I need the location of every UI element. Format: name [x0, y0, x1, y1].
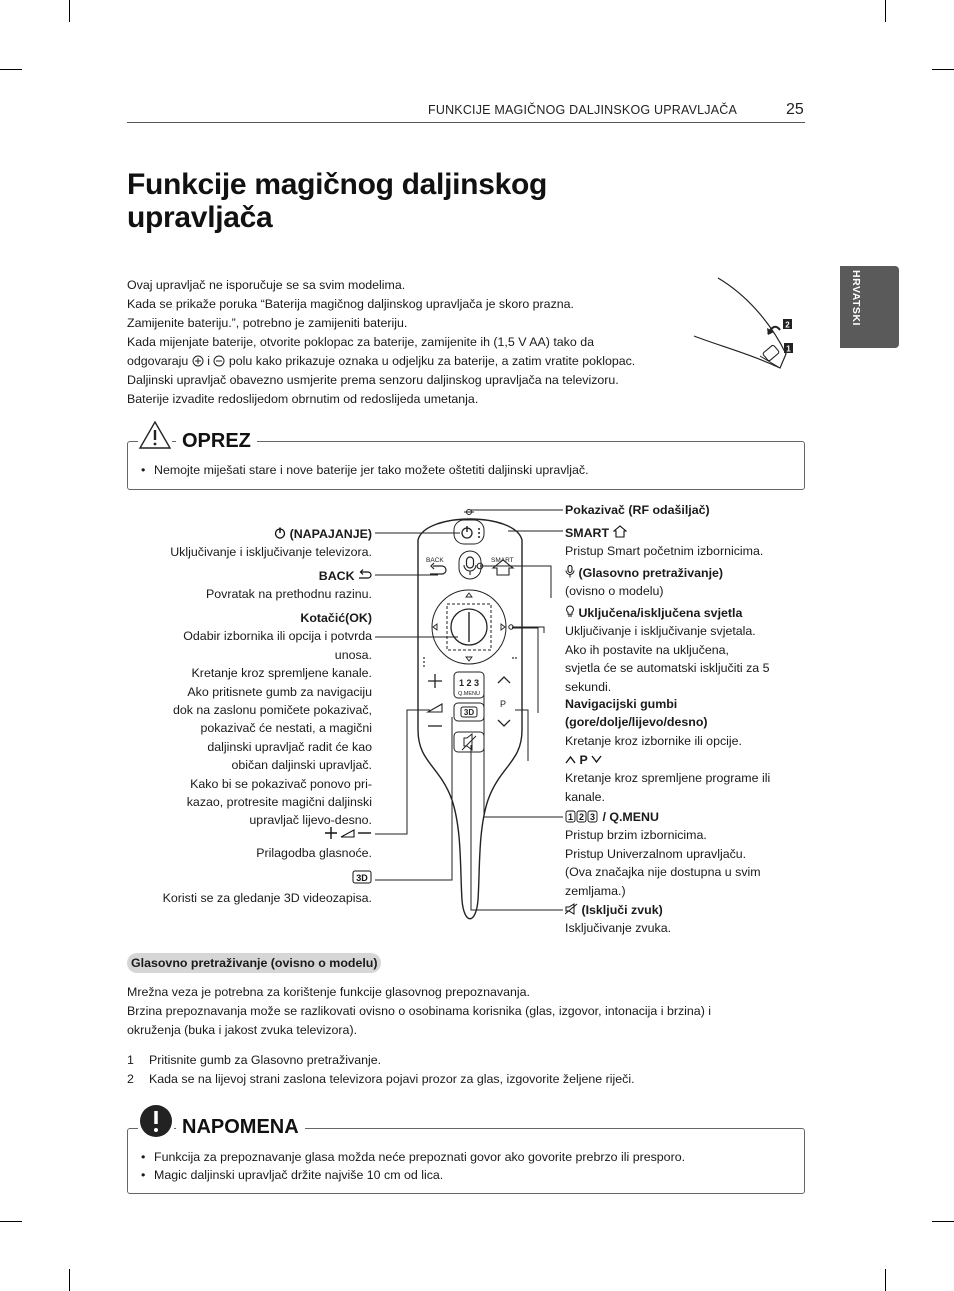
crop-mark [0, 69, 22, 70]
label-wheel-line: Kako bi se pokazivač ponovo pri- [190, 776, 372, 791]
label-lights-line: Uključivanje i isključivanje svjetala. [565, 624, 756, 639]
label-volume [256, 826, 372, 863]
label-wheel-title: Kotačić(OK) [300, 611, 372, 625]
crop-mark [69, 1269, 70, 1291]
label-channel [565, 751, 770, 806]
volume-up-icon [428, 674, 442, 688]
back-arrow-icon [430, 563, 446, 574]
label-channel-title: P [565, 751, 770, 769]
step-number: 2 [127, 1072, 134, 1086]
label-power-title: (NAPAJANJE) [170, 525, 372, 543]
label-volume-icons [256, 826, 372, 844]
chevron-up-icon [565, 755, 576, 764]
plus-polarity-icon [192, 355, 204, 367]
label-wheel-line: unosa. [334, 647, 372, 662]
channel-up-icon [498, 677, 510, 683]
label-wheel-line: kazao, protresite magični daljinski [186, 795, 372, 810]
channel-p-label: P [499, 699, 507, 709]
label-lights-title: Uključena/isključena svjetla [565, 604, 770, 622]
label-lights [565, 604, 770, 696]
intro-line: Ovaj upravljač ne isporučuje se sa svim modelima. [127, 278, 406, 292]
label-voice-search [565, 564, 723, 601]
crop-mark [885, 0, 886, 22]
mute-icon [565, 903, 578, 915]
label-nav-title: Navigacijski gumbi [565, 697, 678, 711]
svg-text:3D: 3D [356, 873, 368, 883]
power-icon [274, 527, 286, 539]
crop-mark [885, 1269, 886, 1291]
label-wheel-line: upravljač lijevo-desno. [249, 813, 372, 828]
crop-mark [932, 69, 954, 70]
page-title: Funkcije magičnog daljinskog upravljača [127, 168, 548, 234]
qmenu-button-label: Q.MENU [458, 691, 480, 697]
minus-polarity-icon [213, 355, 225, 367]
crop-mark [69, 0, 70, 22]
label-nav-desc: Kretanje kroz izbornike ili opcije. [565, 733, 742, 748]
smart-button-label: SMART [491, 557, 514, 564]
label-power [170, 525, 372, 562]
intro-line: Daljinski upravljač obavezno usmjerite prema senzoru daljinskog upravljača na televizoru. [127, 373, 619, 387]
label-3d-icon [163, 870, 372, 889]
3d-icon [352, 870, 372, 884]
label-channel-line: kanale. [565, 789, 605, 804]
label-qmenu-line: zemljama.) [565, 883, 626, 898]
crop-mark [932, 1221, 954, 1222]
label-wheel-line: Odabir izbornika ili opcija i potvrda [183, 629, 372, 644]
mute-icon [462, 734, 476, 750]
channel-down-icon [498, 720, 510, 726]
intro-polarity-rest: polu kako prikazuje oznaka u odjeljku za baterije, a zatim vratite poklopac. [228, 354, 636, 368]
label-volume-desc: Prilagodba glasnoće. [256, 846, 372, 861]
intro-line: Baterije izvadite redoslijedom obrnutim od redoslijeda umetanja. [127, 392, 479, 406]
svg-text:3: 3 [589, 812, 596, 822]
label-wheel-line: pokazivač će nestati, a magični [200, 721, 372, 736]
voice-paragraph: okruženja (buka i jakost zvuka televizora). [127, 1023, 358, 1037]
intro-polarity-prefix: odgovaraju [127, 354, 189, 368]
microphone-icon [565, 565, 575, 578]
caution-title: OPREZ [176, 430, 257, 453]
label-qmenu [565, 808, 761, 900]
label-wheel-line: Kretanje kroz spremljene kanale. [191, 666, 372, 681]
language-tab-label: HRVATSKI [850, 270, 862, 326]
label-3d [163, 870, 372, 908]
note-title: NAPOMENA [176, 1116, 305, 1139]
header-rule [127, 122, 805, 123]
intro-text [127, 276, 707, 409]
label-qmenu-line: (Ova značajka nije dostupna u svim [565, 865, 761, 880]
label-mute-title: (Isključi zvuk) [565, 901, 671, 919]
label-lights-line: sekundi. [565, 679, 612, 694]
label-nav-title2: (gore/dolje/lijevo/desno) [565, 715, 708, 730]
back-arrow-icon [358, 569, 372, 581]
intro-line [127, 352, 707, 371]
volume-level-icon [428, 704, 442, 712]
label-wheel-line: dok na zaslonu pomičete pokazivač, [172, 703, 372, 718]
label-qmenu-line: Pristup Univerzalnom upravljaču. [565, 846, 747, 861]
label-back [206, 567, 372, 604]
intro-polarity-join: i [207, 354, 210, 368]
step-text: Pritisnite gumb za Glasovno pretraživanje. [149, 1053, 382, 1067]
light-bulb-icon [565, 605, 575, 618]
smart-home-icon [613, 525, 627, 538]
label-back-title: BACK [206, 567, 372, 585]
svg-text:2: 2 [578, 812, 585, 822]
volume-icons [324, 827, 372, 839]
label-wheel [173, 609, 372, 830]
page-number: 25 [786, 101, 804, 118]
voice-search-subhead: Glasovno pretraživanje (ovisno o modelu) [127, 953, 381, 973]
digits-123-icon [565, 810, 599, 823]
digits-button-label: 1 2 3 [458, 678, 480, 688]
intro-line: Zamijenite bateriju.”, potrebno je zamijeniti bateriju. [127, 316, 408, 330]
voice-paragraph: Mrežna veza je potrebna za korištenje funkcije glasovnog prepoznavanja. [127, 985, 530, 999]
label-back-desc: Povratak na prethodnu razinu. [205, 587, 372, 602]
back-button-label: BACK [426, 557, 444, 564]
magic-remote-diagram [370, 500, 570, 935]
label-qmenu-line: Pristup brzim izbornicima. [565, 828, 707, 843]
chevron-down-icon [591, 755, 602, 764]
step-number: 1 [127, 1053, 134, 1067]
label-pointer-title: Pokazivač (RF odašiljač) [565, 503, 710, 517]
note-item: • Funkcija za prepoznavanje glasa možda neće prepoznati govor ako govorite prebrzo ili presporo. [154, 1148, 685, 1167]
note-item: • Magic daljinski upravljač držite najviše 10 cm od lica. [154, 1166, 443, 1185]
voice-paragraph: Brzina prepoznavanja može se razlikovati ovisno o osobinama korisnika (glas, izgovor, intonacija i brzina) i [127, 1004, 712, 1018]
scroll-wheel [447, 604, 491, 650]
intro-line: Kada se prikaže poruka “Baterija magičnog daljinskog upravljača je skoro prazna. [127, 297, 574, 311]
label-voice-search-desc: (ovisno o modelu) [565, 584, 664, 599]
label-power-desc: Uključivanje i isključivanje televizora. [170, 545, 372, 560]
label-voice-search-title: (Glasovno pretraživanje) [565, 564, 723, 582]
label-lights-line: Ako ih postavite na uključena, [565, 642, 729, 657]
intro-line: Kada mijenjate baterije, otvorite poklopac za baterije, zamijenite ih (1,5 V AA) tako da [127, 335, 594, 349]
badge-2-label: 2 [785, 320, 790, 330]
svg-text:1: 1 [567, 812, 574, 822]
label-wheel-line: običan daljinski upravljač. [231, 758, 372, 773]
running-header: FUNKCIJE MAGIČNOG DALJINSKOG UPRAVLJAČA [428, 103, 738, 117]
battery-cover-illustration [690, 276, 800, 376]
label-mute-desc: Isključivanje zvuka. [565, 921, 672, 936]
power-icon [462, 526, 472, 538]
label-smart-title: SMART [565, 524, 763, 542]
label-nav-buttons [565, 695, 742, 750]
label-channel-line: Kretanje kroz spremljene programe ili [565, 771, 771, 786]
microphone-icon [464, 557, 476, 575]
warning-triangle-icon [138, 420, 172, 450]
label-wheel-line: daljinski upravljač radit će kao [207, 739, 372, 754]
3d-icon [461, 707, 477, 717]
badge-1-label: 1 [786, 344, 791, 354]
label-mute [565, 901, 671, 938]
label-3d-desc: Koristi se za gledanje 3D videozapisa. [162, 891, 372, 906]
label-pointer [565, 501, 710, 519]
step-text: Kada se na lijevoj strani zaslona televizora pojavi prozor za glas, izgovorite željene riječi. [149, 1072, 635, 1086]
crop-mark [0, 1221, 22, 1222]
svg-text:3D: 3D [463, 708, 475, 717]
caution-item: • Nemojte miješati stare i nove baterije jer tako možete oštetiti daljinski upravljač. [154, 461, 589, 480]
label-smart [565, 524, 763, 561]
label-lights-line: svjetla će se automatski isključiti za 5 [565, 661, 770, 676]
exclamation-icon [138, 1103, 174, 1139]
label-smart-desc: Pristup Smart početnim izbornicima. [565, 544, 764, 559]
label-wheel-line: Ako pritisnete gumb za navigaciju [187, 684, 372, 699]
language-tab [840, 266, 899, 348]
label-qmenu-title: 1 2 3 / Q.MENU [565, 808, 761, 826]
